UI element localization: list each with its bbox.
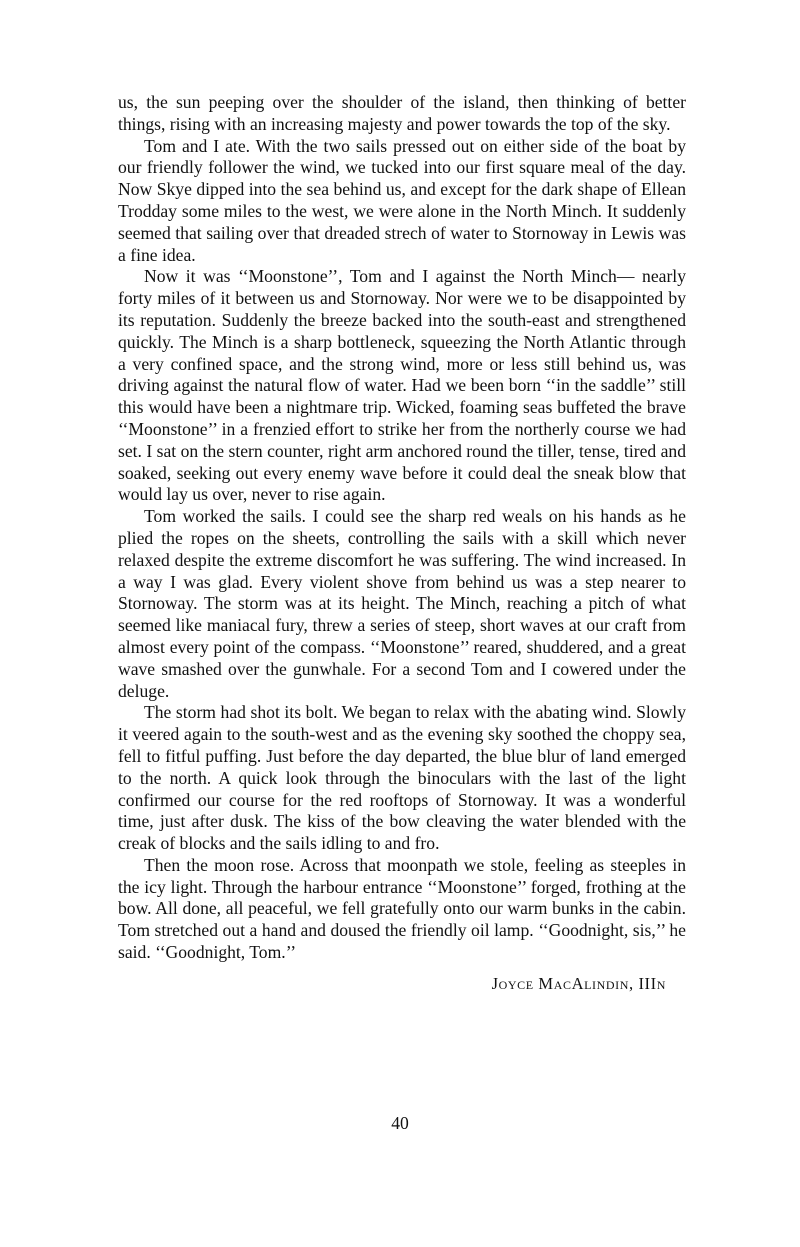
- page-number: 40: [391, 1113, 409, 1133]
- paragraph-5: The storm had shot its bolt. We began to relax with the abating wind. Slowly it veered again to the south-west and as the evening sky soothed the choppy sea, fell to fitful puffing. Just before the day departed, the blue blur of land emerged to the north. A quick look through the binoculars with the last of the light confirmed our course for the red rooftops of Stornoway. It was a wonderful time, just after dusk. The kiss of the bow cleaving the water blended with the creak of blocks and the sails idling to and fro.: [118, 702, 686, 854]
- paragraph-4: Tom worked the sails. I could see the sharp red weals on his hands as he plied the ropes on the sheets, controlling the sails with a skill which never relaxed despite the extreme discomfort he was suffering. The wind increased. In a way I was glad. Every violent shove from behind us was a step nearer to Stornoway. The storm was at its height. The Minch, reaching a pitch of what seemed like maniacal fury, threw a series of steep, short waves at our craft from almost every point of the compass. ‘‘Moonstone’’ reared, shuddered, and a great wave smashed over the gunwhale. For a second Tom and I cowered under the deluge.: [118, 506, 686, 701]
- paragraph-1: us, the sun peeping over the shoulder of the island, then thinking of better things, rising with an increasing majesty and power towards the top of the sky.: [118, 92, 686, 134]
- article-body: [118, 92, 686, 994]
- paragraph-6: Then the moon rose. Across that moonpath we stole, feeling as steeples in the icy light. Through the harbour entrance ‘‘Moonstone’’ forged, frothing at the bow. All done, all peaceful, we fell gratefully onto our warm bunks in the cabin. Tom stretched out a hand and doused the friendly oil lamp. ‘‘Goodnight, sis,’’ he said. ‘‘Goodnight, Tom.’’: [118, 854, 686, 963]
- paragraph-3: Now it was ‘‘Moonstone’’, Tom and I against the North Minch— nearly forty miles of it between us and Stornoway. Nor were we to be disappointed by its reputation. Suddenly the breeze backed into the south-east and strengthened quickly. The Minch is a sharp bottleneck, squeezing the North Atlantic through a very confined space, and the strong wind, more or less still behind us, was driving against the natural flow of water. Had we been born ‘‘in the saddle’’ still this would have been a nightmare trip. Wicked, foaming seas buffeted the brave ‘‘Moonstone’’ in a frenzied effort to strike her from the northerly course we had set. I sat on the stern counter, right arm anchored round the tiller, tense, tired and soaked, seeking out every enemy wave before it could deal the sneak blow that would lay us over, never to rise again.: [118, 266, 686, 505]
- author-signature: Joyce MacAlindin, IIIn: [491, 973, 666, 993]
- paragraph-2: Tom and I ate. With the two sails pressed out on either side of the boat by our friendly follower the wind, we tucked into our first square meal of the day. Now Skye dipped into the sea behind us, and except for the dark shape of Ellean Trodday some miles to the west, we were alone in the North Minch. It suddenly seemed that sailing over that dreaded strech of water to Stornoway in Lewis was a fine idea.: [118, 135, 686, 265]
